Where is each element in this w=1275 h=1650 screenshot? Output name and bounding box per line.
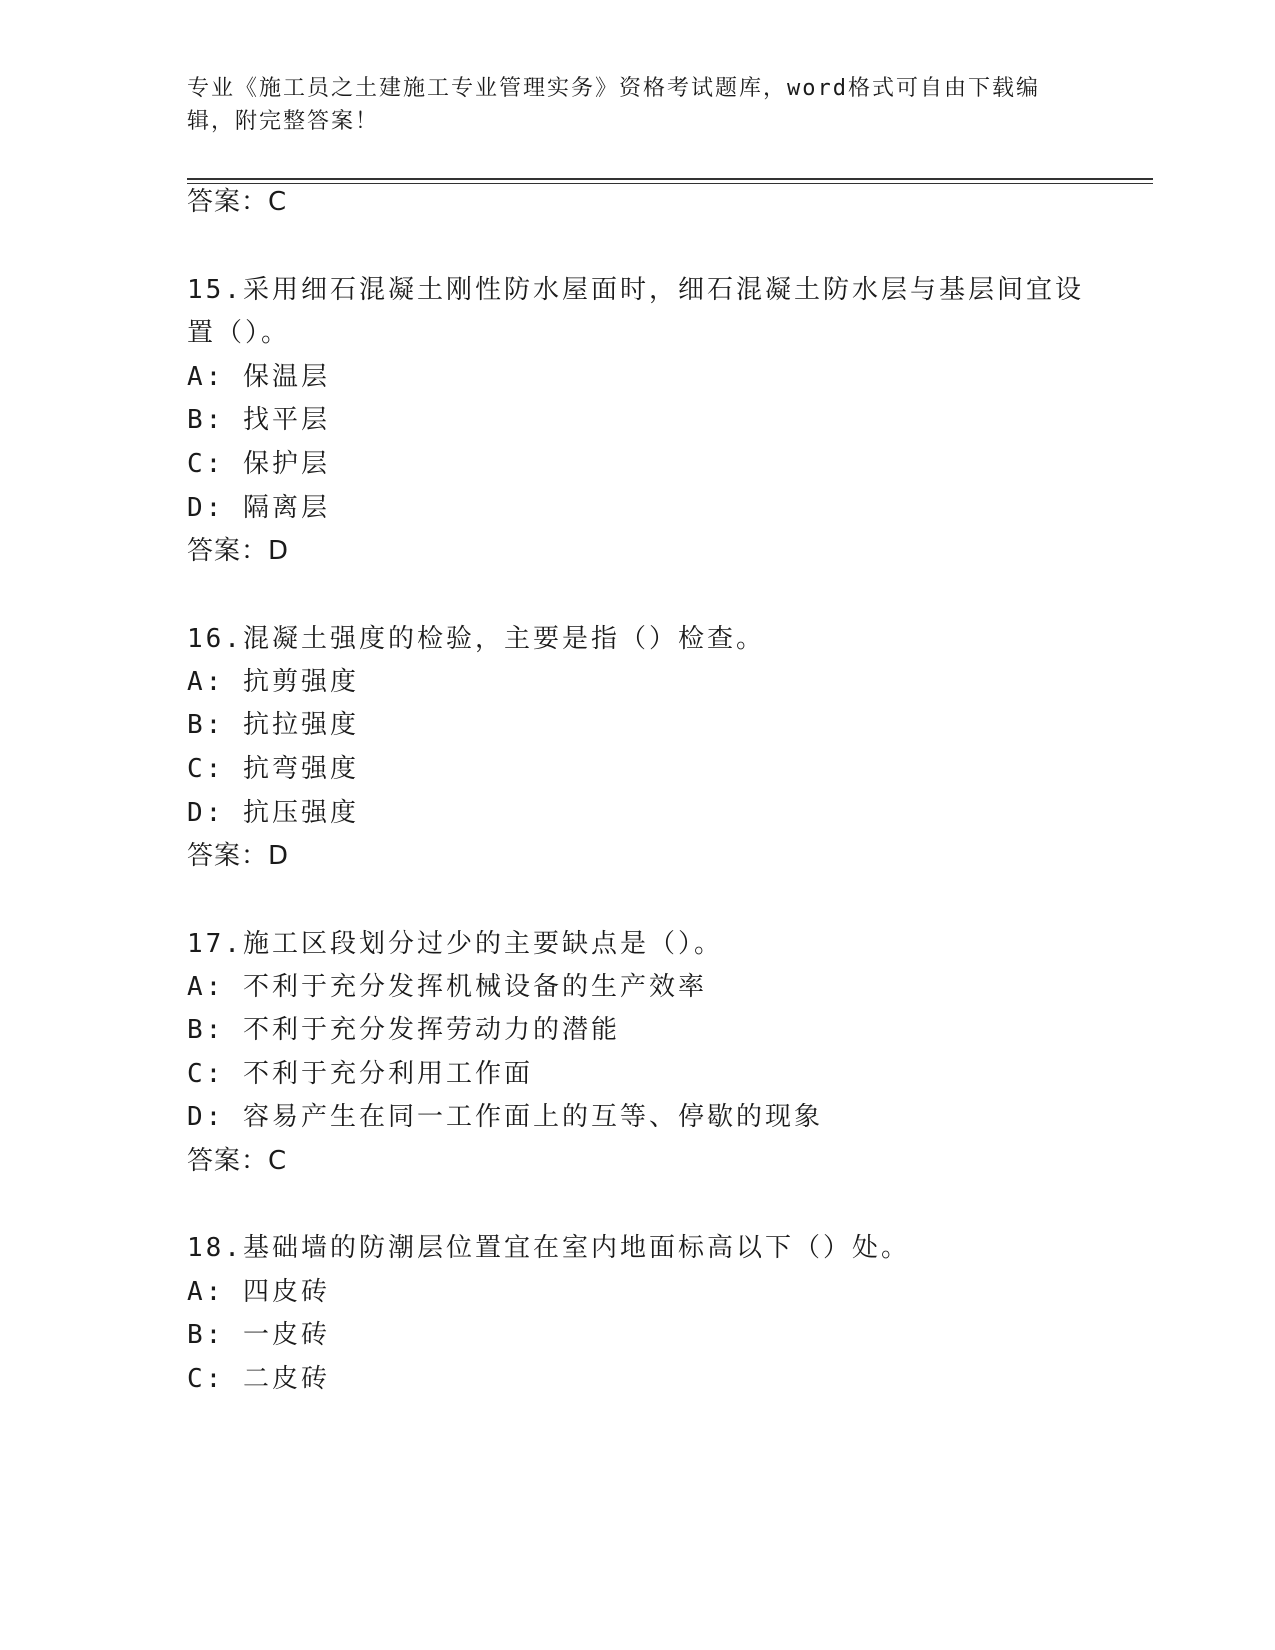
question-17-answer: 答案：C (187, 1146, 288, 1176)
document-header (187, 72, 1067, 138)
previous-answer: 答案：C (187, 187, 288, 217)
header-divider-thin (187, 183, 1153, 184)
question-16-option-c: C: 抗弯强度 (187, 754, 359, 784)
question-16-answer: 答案：D (187, 841, 290, 871)
question-17-option-c: C: 不利于充分利用工作面 (187, 1059, 533, 1089)
question-17-option-a: A: 不利于充分发挥机械设备的生产效率 (187, 972, 707, 1002)
question-16-option-a: A: 抗剪强度 (187, 667, 359, 697)
question-15-stem-line-1: 15.采用细石混凝土刚性防水屋面时，细石混凝土防水层与基层间宜设 (187, 275, 1084, 305)
question-15-option-a: A: 保温层 (187, 362, 330, 392)
question-17-option-d: D: 容易产生在同一工作面上的互等、停歇的现象 (187, 1102, 823, 1132)
question-15-option-d: D: 隔离层 (187, 493, 330, 523)
question-18-stem-line-1: 18.基础墙的防潮层位置宜在室内地面标高以下（）处。 (187, 1233, 910, 1263)
question-17-option-b: B: 不利于充分发挥劳动力的潜能 (187, 1015, 620, 1045)
header-divider-thick (187, 178, 1153, 180)
question-18-option-a: A: 四皮砖 (187, 1277, 330, 1307)
question-18-option-c: C: 二皮砖 (187, 1364, 330, 1394)
header-line-2: 辑，附完整答案！ (187, 109, 380, 134)
question-15-answer: 答案：D (187, 536, 290, 566)
question-15-stem-line-2: 置（）。 (187, 318, 291, 348)
question-16-option-b: B: 抗拉强度 (187, 710, 359, 740)
question-18-option-b: B: 一皮砖 (187, 1320, 330, 1350)
header-line-1: 专业《施工员之土建施工专业管理实务》资格考试题库，word格式可自由下载编 (187, 76, 1040, 101)
question-15-option-c: C: 保护层 (187, 449, 330, 479)
question-16-option-d: D: 抗压强度 (187, 798, 359, 828)
question-16-stem-line-1: 16.混凝土强度的检验，主要是指（）检查。 (187, 624, 765, 654)
question-15-option-b: B: 找平层 (187, 405, 330, 435)
question-17-stem-line-1: 17.施工区段划分过少的主要缺点是（）。 (187, 929, 723, 959)
